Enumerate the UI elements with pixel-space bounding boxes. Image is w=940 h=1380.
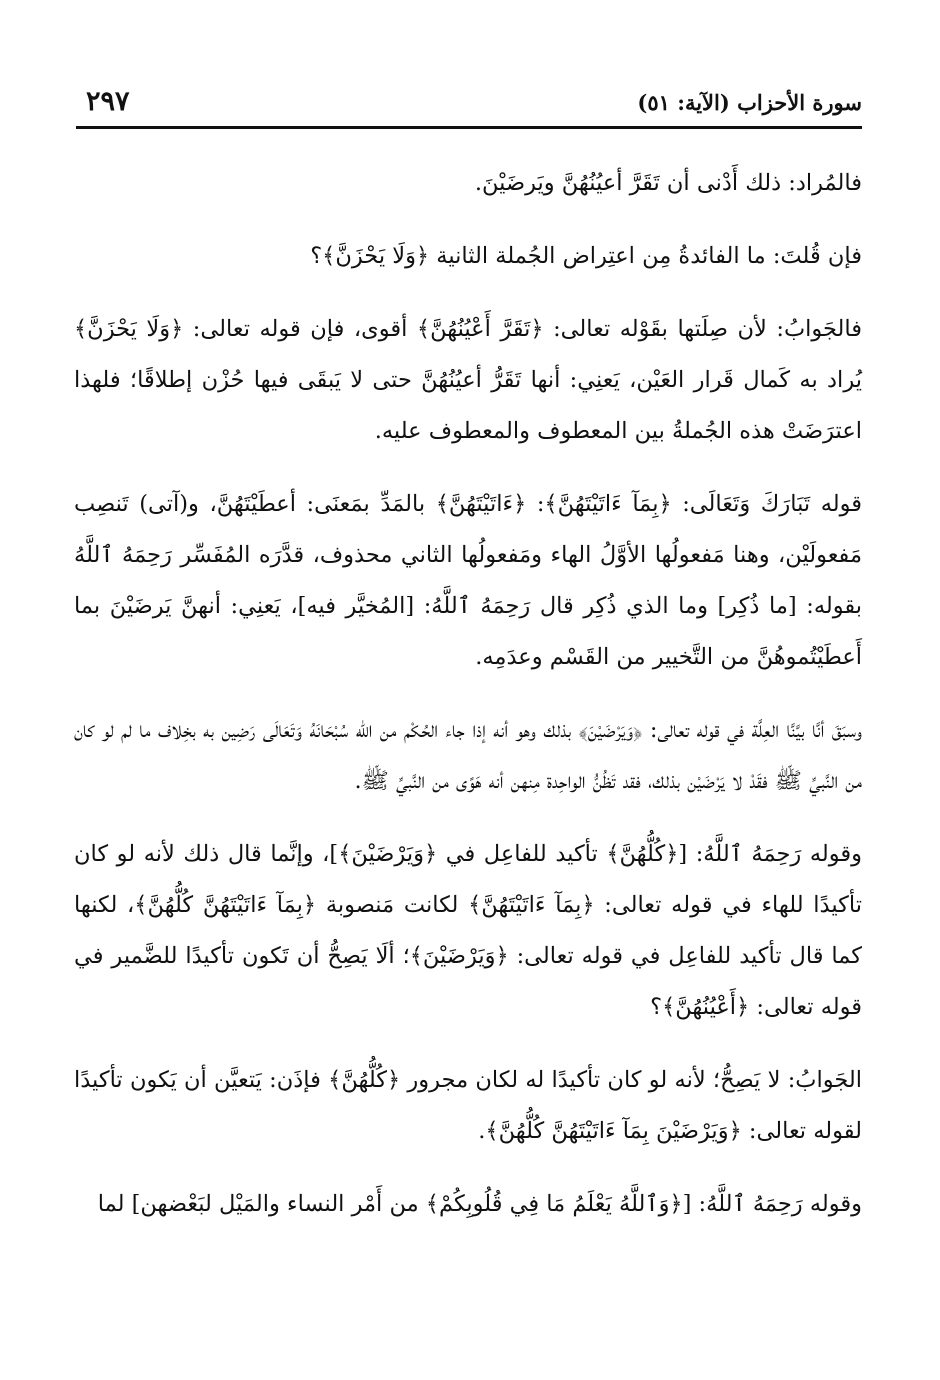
body-text [74, 158, 862, 1230]
paragraph-answer-2: الجَوابُ: لا يَصِحُّ؛ لأنه لو كان تأكيدًا له لكان مجرور ﴿كُلُّهُنَّ﴾ فإذَن: يَتعيَّن أن يَكون تأكيدًا لقوله تعالى: ﴿وَيَرْضَيْنَ بِمَآ ءَاتَيْتَهُنَّ كُلُّهُنَّ﴾. [74, 1067, 862, 1144]
paragraph-closing: وقوله رَحِمَهُ ٱللَّهُ: [﴿وَٱللَّهُ يَعْلَمُ مَا فِي قُلُوبِكُمْ﴾ من أَمْر النساء والمَيْل لبَعْضهن] لما [97, 1191, 862, 1217]
running-header [76, 86, 862, 124]
paragraph-given-meaning: قوله تَبَارَكَ وَتَعَالَى: ﴿بِمَآ ءَاتَيْتَهُنَّ﴾: ﴿ءَاتَيْتَهُنَّ﴾ بالمَدِّ بمَعنَى: أعطَيْتَهُنَّ، و(آتى) تَنصِب مَفعولَيْن، وهنا مَفعولُها الأوَّلُ الهاء ومَفعولُها الثاني محذوف، قدَّرَه المُفَسِّر رَحِمَهُ ٱللَّهُ بقوله: [ما ذُكِر] وما الذي ذُكِر قال رَحِمَهُ ٱللَّهُ: [المُخيَّر فيه]، يَعنِي: أنهنَّ يَرضَيْنَ بما أَعطَيْتُموهُنَّ من التَّخيير من القَسْم وعدَمِه. [74, 491, 862, 670]
paragraph-answer: فالجَوابُ: لأن صِلَتها بقَوْله تعالى: ﴿تَقَرَّ أَعْيُنُهُنَّ﴾ أقوى، فإن قوله تعالى: ﴿وَلَا يَحْزَنَّ﴾ يُراد به كَمال قَرار العَيْن، يَعنِي: أنها تَقَرُّ أعيُنُهُنَّ حتى لا يَبقَى فيها حُزْن إطلاقًا؛ فلهذا اعترَضَتْ هذه الجُملةُ بين المعطوف والمعطوف عليه. [74, 316, 862, 444]
surah-title: سورة الأحزاب (الآية: ٥١) [637, 90, 862, 115]
paragraph-emphasis: وقوله رَحِمَهُ ٱللَّهُ: [﴿كُلُّهُنَّ﴾ تأكيد للفاعِل في ﴿وَيَرْضَيْنَ﴾]، وإنَّما قال ذلك لأنه لو كان تأكيدًا للهاء في قوله تعالى: ﴿بِمَآ ءَاتَيْتَهُنَّ﴾ لكانت مَنصوبة ﴿بِمَآ ءَاتَيْتَهُنَّ كُلُّهُنَّ﴾، لكنها كما قال تأكيد للفاعِل في قوله تعالى: ﴿وَيَرْضَيْنَ﴾؛ ألَا يَصِحُّ أن تَكون تأكيدًا للضَّمير في قوله تعالى: ﴿أَعْيُنُهُنَّ﴾؟ [74, 841, 862, 1020]
paragraph-question: فإن قُلتَ: ما الفائدةُ مِن اعتِراض الجُملة الثانية ﴿وَلَا يَحْزَنَّ﴾؟ [310, 243, 862, 269]
page-number: ٢٩٧ [86, 86, 130, 117]
paragraph-reason: وسبَقَ أنَّا بيَّنَّا العِلَّة في قوله تعالى: ﴿وَيَرْضَيْنَ﴾ بذلك وهو أنه إذا جاء الحُكْم من الله سُبْحَانَهُ وَتَعَالَى رَضِين به بخِلاف ما لم لو كان من النَّبيِّ ﷺ فقَدْ لا يَرْضَيْن بذلك، فقد تَظُنُّ الواحِدة مِنهن أنه هَوًى من النَّبيِّ ﷺ. [74, 717, 862, 794]
header-rule [76, 126, 862, 129]
paragraph-meaning: فالمُراد: ذلك أَدْنى أن تَقَرَّ أعيُنُهُنَّ ويَرضَيْنَ. [474, 170, 862, 196]
